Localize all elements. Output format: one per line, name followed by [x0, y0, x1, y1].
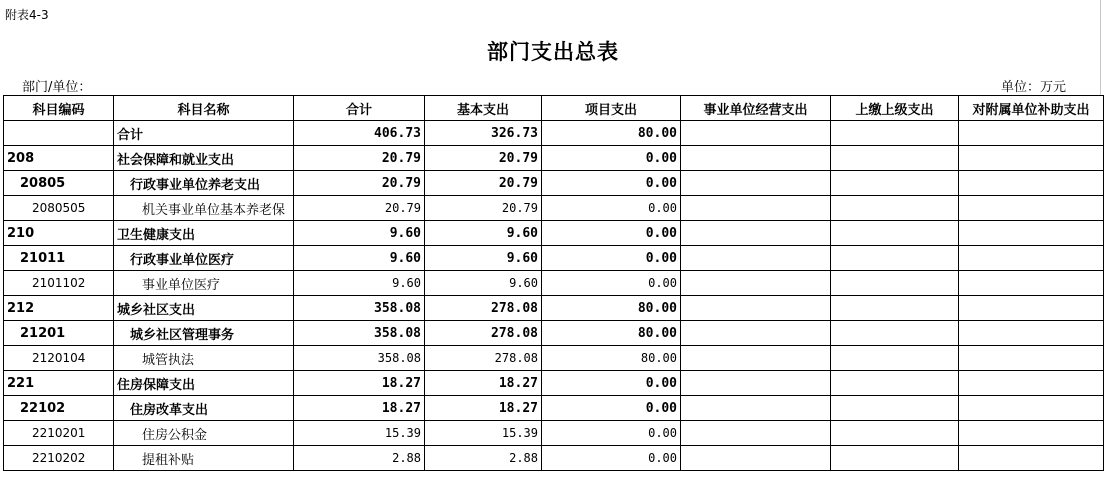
- cell-operating[interactable]: [681, 121, 831, 146]
- cell-remit[interactable]: [831, 421, 959, 446]
- cell-name[interactable]: 提租补贴: [114, 446, 294, 471]
- cell-project[interactable]: 0.00: [542, 196, 681, 221]
- cell-subsidy[interactable]: [959, 296, 1104, 321]
- cell-basic[interactable]: 278.08: [425, 321, 542, 346]
- cell-remit[interactable]: [831, 446, 959, 471]
- cell-code[interactable]: 210: [4, 221, 114, 246]
- cell-project[interactable]: 80.00: [542, 121, 681, 146]
- table-row: [4, 321, 1104, 346]
- cell-basic[interactable]: 326.73: [425, 121, 542, 146]
- cell-name[interactable]: 城管执法: [114, 346, 294, 371]
- cell-basic[interactable]: 278.08: [425, 296, 542, 321]
- cell-project[interactable]: 0.00: [542, 246, 681, 271]
- table-row: [4, 196, 1104, 221]
- cell-project[interactable]: 0.00: [542, 446, 681, 471]
- cell-subsidy[interactable]: [959, 146, 1104, 171]
- cell-subsidy[interactable]: [959, 171, 1104, 196]
- cell-total[interactable]: 9.60: [294, 221, 425, 246]
- cell-subsidy[interactable]: [959, 371, 1104, 396]
- cell-basic[interactable]: 18.27: [425, 371, 542, 396]
- header-operating[interactable]: 事业单位经营支出: [681, 96, 831, 121]
- page-title: 部门支出总表: [487, 40, 619, 64]
- cell-operating[interactable]: [681, 171, 831, 196]
- cell-operating[interactable]: [681, 371, 831, 396]
- cell-code[interactable]: 22102: [4, 396, 114, 421]
- cell-total[interactable]: 406.73: [294, 121, 425, 146]
- table-row: [4, 246, 1104, 271]
- cell-operating[interactable]: [681, 421, 831, 446]
- cell-name[interactable]: 行政事业单位养老支出: [114, 171, 294, 196]
- cell-remit[interactable]: [831, 146, 959, 171]
- table-row: [4, 121, 1104, 146]
- cell-remit[interactable]: [831, 171, 959, 196]
- cell-operating[interactable]: [681, 271, 831, 296]
- table-row: [4, 171, 1104, 196]
- cell-project[interactable]: 0.00: [542, 171, 681, 196]
- header-name[interactable]: 科目名称: [114, 96, 294, 121]
- cell-basic[interactable]: 9.60: [425, 221, 542, 246]
- cell-total[interactable]: 20.79: [294, 171, 425, 196]
- cell-subsidy[interactable]: [959, 271, 1104, 296]
- cell-total[interactable]: 15.39: [294, 421, 425, 446]
- cell-subsidy[interactable]: [959, 446, 1104, 471]
- cell-project[interactable]: 0.00: [542, 371, 681, 396]
- table-row: [4, 446, 1104, 471]
- cell-basic[interactable]: 18.27: [425, 396, 542, 421]
- cell-operating[interactable]: [681, 146, 831, 171]
- cell-total[interactable]: 9.60: [294, 271, 425, 296]
- cell-subsidy[interactable]: [959, 396, 1104, 421]
- header-project[interactable]: 项目支出: [542, 96, 681, 121]
- cell-name[interactable]: 住房保障支出: [114, 371, 294, 396]
- cell-operating[interactable]: [681, 396, 831, 421]
- cell-project[interactable]: 0.00: [542, 271, 681, 296]
- table-row: [4, 396, 1104, 421]
- cell-subsidy[interactable]: [959, 421, 1104, 446]
- cell-basic[interactable]: 20.79: [425, 196, 542, 221]
- cell-code[interactable]: [4, 121, 114, 146]
- cell-total[interactable]: 18.27: [294, 396, 425, 421]
- cell-name[interactable]: 事业单位医疗: [114, 271, 294, 296]
- header-code[interactable]: 科目编码: [4, 96, 114, 121]
- cell-code[interactable]: 2210202: [4, 446, 114, 471]
- cell-code[interactable]: 2210201: [4, 421, 114, 446]
- cell-basic[interactable]: 278.08: [425, 346, 542, 371]
- cell-total[interactable]: 358.08: [294, 296, 425, 321]
- cell-total[interactable]: 18.27: [294, 371, 425, 396]
- cell-remit[interactable]: [831, 221, 959, 246]
- cell-remit[interactable]: [831, 246, 959, 271]
- expenditure-table: [3, 95, 1104, 471]
- cell-project[interactable]: 0.00: [542, 146, 681, 171]
- cell-subsidy[interactable]: [959, 321, 1104, 346]
- cell-name[interactable]: 社会保障和就业支出: [114, 146, 294, 171]
- table-row: [4, 221, 1104, 246]
- cell-code[interactable]: 208: [4, 146, 114, 171]
- table-header-row: [4, 96, 1104, 121]
- cell-code[interactable]: 21011: [4, 246, 114, 271]
- cell-subsidy[interactable]: [959, 196, 1104, 221]
- cell-code[interactable]: 2080505: [4, 196, 114, 221]
- cell-name[interactable]: 住房公积金: [114, 421, 294, 446]
- cell-remit[interactable]: [831, 396, 959, 421]
- cell-total[interactable]: 20.79: [294, 146, 425, 171]
- cell-remit[interactable]: [831, 371, 959, 396]
- cell-code[interactable]: 2101102: [4, 271, 114, 296]
- cell-basic[interactable]: 20.79: [425, 146, 542, 171]
- cell-basic[interactable]: 2.88: [425, 446, 542, 471]
- cell-basic[interactable]: 15.39: [425, 421, 542, 446]
- table-row: [4, 421, 1104, 446]
- table-row: [4, 146, 1104, 171]
- cell-operating[interactable]: [681, 296, 831, 321]
- cell-name[interactable]: 合计: [114, 121, 294, 146]
- cell-remit[interactable]: [831, 121, 959, 146]
- cell-project[interactable]: 0.00: [542, 421, 681, 446]
- cell-project[interactable]: 80.00: [542, 296, 681, 321]
- cell-operating[interactable]: [681, 221, 831, 246]
- cell-total[interactable]: 20.79: [294, 196, 425, 221]
- cell-basic[interactable]: 20.79: [425, 171, 542, 196]
- cell-basic[interactable]: 9.60: [425, 246, 542, 271]
- cell-code[interactable]: 221: [4, 371, 114, 396]
- cell-remit[interactable]: [831, 271, 959, 296]
- cell-total[interactable]: 2.88: [294, 446, 425, 471]
- cell-subsidy[interactable]: [959, 246, 1104, 271]
- cell-subsidy[interactable]: [959, 346, 1104, 371]
- cell-operating[interactable]: [681, 446, 831, 471]
- unit-label: 单位：万元: [1000, 80, 1066, 95]
- cell-name[interactable]: 卫生健康支出: [114, 221, 294, 246]
- cell-project[interactable]: 80.00: [542, 346, 681, 371]
- department-label: 部门/单位：: [22, 80, 92, 95]
- cell-remit[interactable]: [831, 296, 959, 321]
- cell-remit[interactable]: [831, 321, 959, 346]
- appendix-note: 附表4-3: [5, 8, 49, 22]
- cell-code[interactable]: 2120104: [4, 346, 114, 371]
- header-remit[interactable]: 上缴上级支出: [831, 96, 959, 121]
- cell-operating[interactable]: [681, 246, 831, 271]
- table-row: [4, 346, 1104, 371]
- cell-code[interactable]: 212: [4, 296, 114, 321]
- cell-operating[interactable]: [681, 196, 831, 221]
- cell-total[interactable]: 358.08: [294, 321, 425, 346]
- cell-operating[interactable]: [681, 346, 831, 371]
- cell-subsidy[interactable]: [959, 121, 1104, 146]
- cell-total[interactable]: 9.60: [294, 246, 425, 271]
- cell-basic[interactable]: 9.60: [425, 271, 542, 296]
- cell-code[interactable]: 20805: [4, 171, 114, 196]
- table-row: [4, 271, 1104, 296]
- cell-name[interactable]: 行政事业单位医疗: [114, 246, 294, 271]
- cell-name[interactable]: 住房改革支出: [114, 396, 294, 421]
- header-subsidy[interactable]: 对附属单位补助支出: [959, 96, 1104, 121]
- table-row: [4, 296, 1104, 321]
- cell-code[interactable]: 21201: [4, 321, 114, 346]
- cell-remit[interactable]: [831, 346, 959, 371]
- table-row: [4, 371, 1104, 396]
- cell-project[interactable]: 0.00: [542, 221, 681, 246]
- cell-name[interactable]: 城乡社区管理事务: [114, 321, 294, 346]
- cell-operating[interactable]: [681, 321, 831, 346]
- cell-project[interactable]: 80.00: [542, 321, 681, 346]
- cell-total[interactable]: 358.08: [294, 346, 425, 371]
- header-total[interactable]: 合计: [294, 96, 425, 121]
- cell-project[interactable]: 0.00: [542, 396, 681, 421]
- cell-subsidy[interactable]: [959, 221, 1104, 246]
- cell-remit[interactable]: [831, 196, 959, 221]
- cell-name[interactable]: 城乡社区支出: [114, 296, 294, 321]
- header-basic[interactable]: 基本支出: [425, 96, 542, 121]
- cell-name[interactable]: 机关事业单位基本养老保: [114, 196, 294, 221]
